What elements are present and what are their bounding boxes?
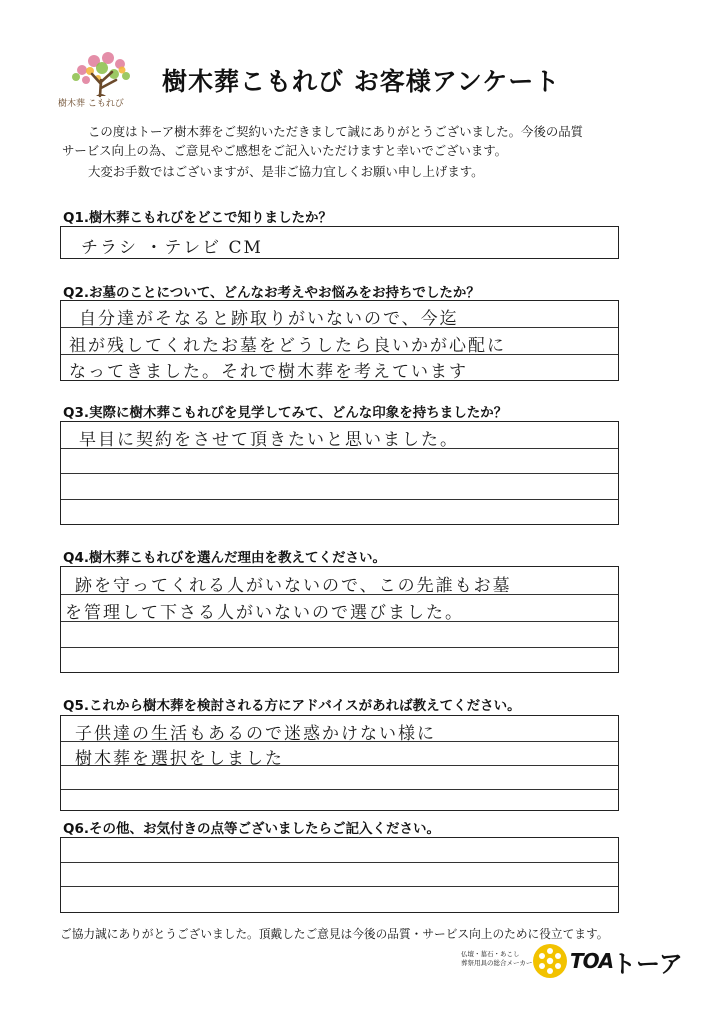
logo-text: 樹木葬 こもれび [58,99,124,109]
q3-label: Q3.実際に樹木葬こもれびを見学してみて、どんな印象を持ちましたか？ [63,405,508,421]
q4-label: Q4.樹木葬こもれびを選んだ理由を教えてください。 [63,550,386,566]
q5-label: Q5.これから樹木葬を検討される方にアドバイスがあれば教えてください。 [63,698,521,714]
komorebi-logo [56,50,156,112]
company-subtitle-line-1: 仏壇・墓石・あこし [461,950,520,958]
company-subtitle-line-2: 葬祭用具の総合メーカー [461,959,533,967]
q1-label: Q1.樹木葬こもれびをどこで知りましたか？ [63,210,332,226]
q2-answer-line-1: 自分達がそなると跡取りがいないので、今迄 [79,309,459,329]
footer-thanks: ご協力誠にありがとうございました。頂戴したご意見は今後の品質・サービス向上のために役立てます。 [60,927,609,941]
q2-answer-line-3: なってきました。それで樹木葬を考えています [69,362,468,382]
q2-label: Q2.お墓のことについて、どんなお考えやお悩みをお持ちでしたか？ [63,285,480,301]
toa-logo [530,941,682,981]
q6-label: Q6.その他、お気付きの点等ございましたらご記入ください。 [63,821,440,837]
q6-answer-box[interactable] [60,837,619,913]
q4-answer-line-1: 跡を守ってくれる人がいないので、この先誰もお墓 [75,576,512,596]
intro-line-1: この度はトーア樹木葬をご契約いただきまして誠にありがとうございました。今後の品質 [88,124,584,139]
q1-answer-box[interactable] [60,226,619,259]
toa-brand: TOA [570,949,614,973]
q1-answer-line-1: チラシ ・テレビ CM [81,238,263,258]
q5-answer-line-1: 子供達の生活もあるので迷惑かけない様に [75,724,436,744]
q2-answer-box[interactable] [60,300,619,381]
toa-name: トーア [612,950,683,978]
q4-answer-box[interactable] [60,566,619,673]
q3-answer-line-1: 早目に契約をさせて頂きたいと思いました。 [79,430,459,450]
q5-answer-box[interactable] [60,715,619,811]
page-title: 樹木葬こもれび お客様アンケート [162,67,561,96]
q3-answer-box[interactable] [60,421,619,525]
company-subtitle [461,950,532,968]
q5-answer-line-2: 樹木葬を選択をしました [75,749,284,769]
toa-emblem-icon [530,941,570,981]
intro-line-3: 大変お手数ではございますが、是非ご協力宜しくお願い申し上げます。 [88,164,484,179]
intro-line-2: サービス向上の為、ご意見やご感想をご記入いただけますと幸いでございます。 [62,143,508,158]
q4-answer-line-2: を管理して下さる人がいないので選びました。 [65,603,464,623]
q2-answer-line-2: 祖が残してくれたお墓をどうしたら良いかが心配に [69,336,506,356]
